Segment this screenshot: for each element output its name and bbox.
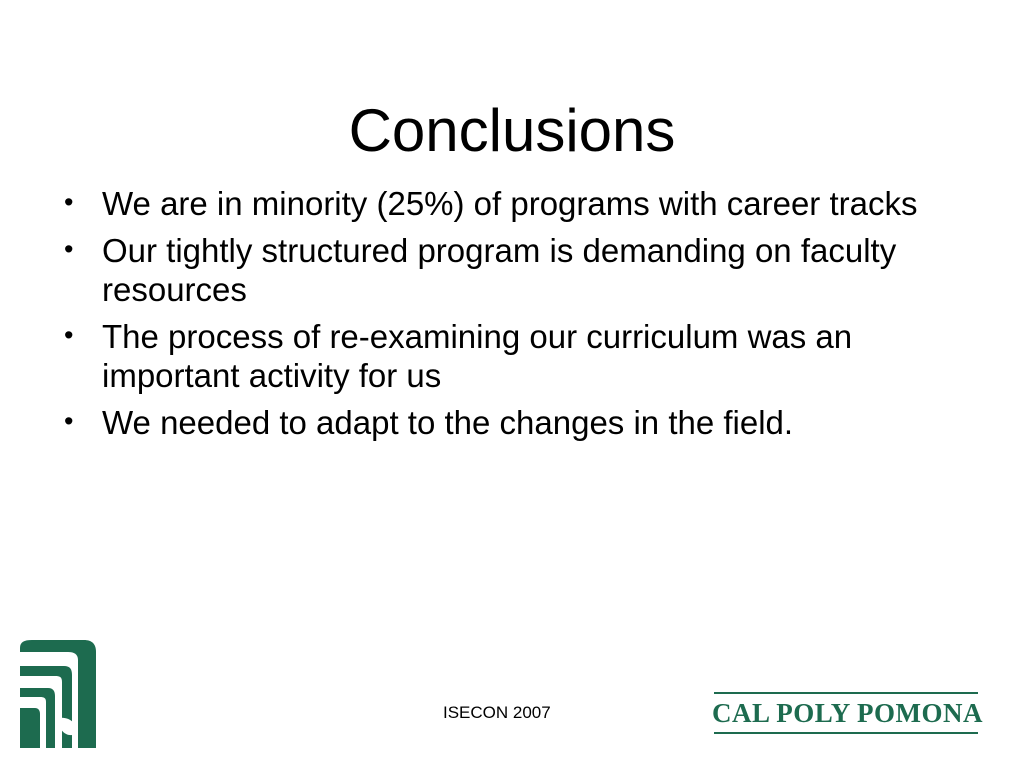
- bullet-point-icon: •: [64, 405, 74, 436]
- list-item-text: Our tightly structured program is demanding on faculty resources: [102, 231, 897, 308]
- list-item-text: The process of re-examining our curriculum was an important activity for us: [102, 317, 853, 394]
- bullet-point-icon: •: [64, 233, 74, 264]
- list-item-text: We needed to adapt to the changes in the field.: [102, 403, 794, 441]
- page-title: Conclusions: [348, 97, 676, 165]
- list-item: [56, 318, 976, 396]
- bullet-point-icon: •: [64, 319, 74, 350]
- slide-footer: ISECON 2007: [443, 703, 551, 722]
- cal-poly-pomona-wordmark: [712, 688, 984, 736]
- wordmark-rule-bottom: [714, 732, 978, 734]
- cal-poly-leaf-logo-icon: [18, 638, 100, 750]
- list-item: [56, 232, 976, 310]
- wordmark-text: CAL POLY POMONA: [712, 698, 984, 728]
- list-item: [56, 404, 976, 443]
- list-item: [56, 185, 976, 224]
- bullet-list: [56, 185, 976, 451]
- list-item-text: We are in minority (25%) of programs with career tracks: [102, 185, 918, 222]
- wordmark-rule-top: [714, 692, 978, 694]
- bullet-point-icon: •: [64, 187, 74, 217]
